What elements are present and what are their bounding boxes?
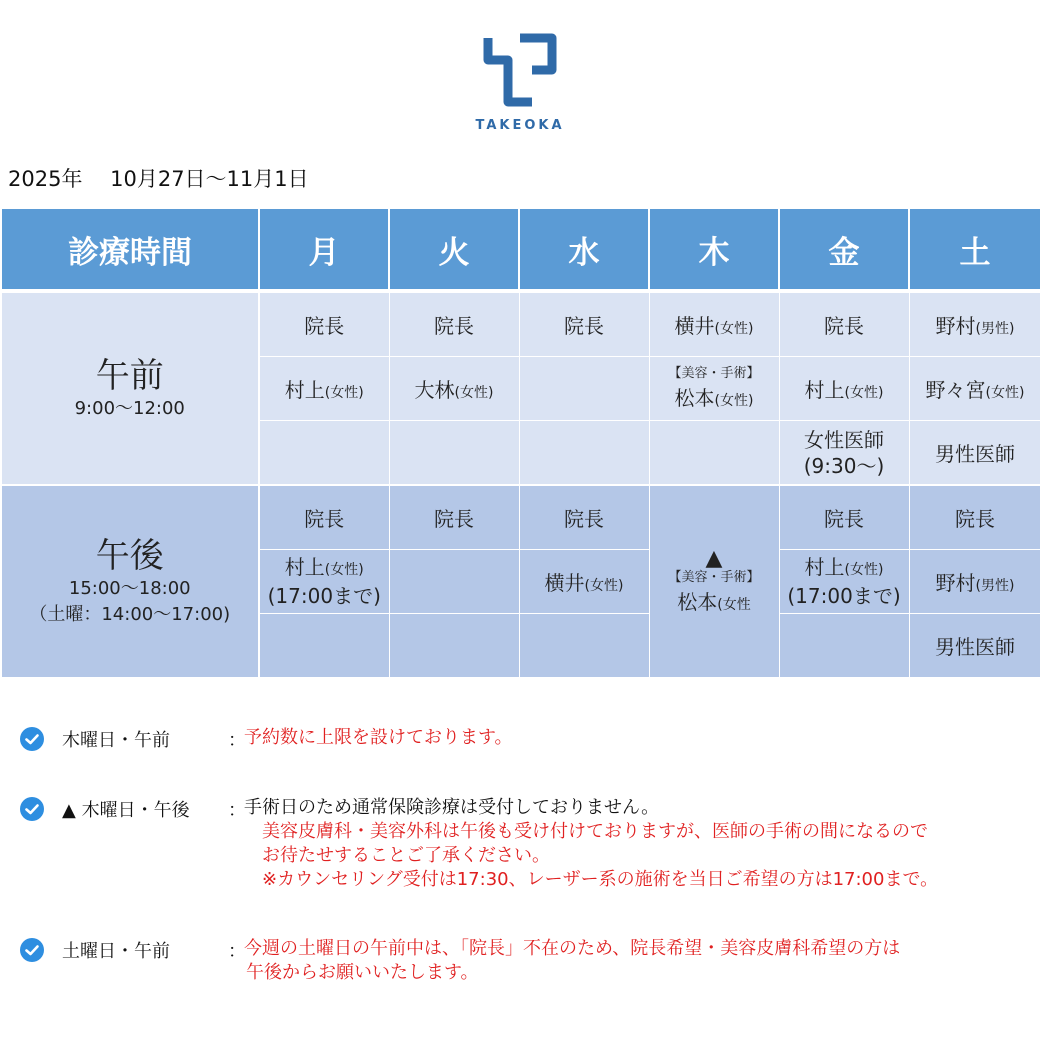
am-sat-3: 男性医師	[909, 421, 1040, 486]
am-thu-1: 横井(女性)	[649, 291, 779, 357]
pm-slot-label	[1, 485, 259, 678]
header-mon: 月	[259, 209, 389, 292]
pm-mon-3	[259, 614, 389, 678]
check-circle-icon	[20, 727, 44, 751]
note-text: 予約数に上限を設けております。	[244, 727, 513, 748]
pm-row-1	[1, 485, 1040, 550]
am-fri-3: 女性医師 (9:30～)	[779, 421, 909, 486]
pm-wed-2: 横井(女性)	[519, 550, 649, 614]
week-range: 2025年 10月27日～11月1日	[8, 167, 309, 191]
check-circle-icon	[20, 797, 44, 821]
am-mon-3	[259, 421, 389, 486]
pm-fri-3	[779, 614, 909, 678]
am-thu-2: 【美容・手術】 松本(女性)	[649, 357, 779, 421]
pm-sat-hours: （土曜：14:00～17:00)	[29, 603, 231, 625]
check-circle-icon	[20, 938, 44, 962]
header-wed: 水	[519, 209, 649, 292]
note-text: 手術日のため通常保険診療は受付しておりません。 美容皮膚科・美容外科は午後も受け付けておりますが、医師の手術の間になるので お待たせすることご了承ください。 ※カウンセリング受付は17:30、レーザー系の施術を当日ご希望の方は17:00まで。	[244, 797, 939, 890]
am-tue-1: 院長	[389, 291, 519, 357]
am-wed-3	[519, 421, 649, 486]
am-wed-1: 院長	[519, 291, 649, 357]
pm-tue-2	[389, 550, 519, 614]
note-label: 木曜日・午前	[62, 730, 170, 751]
pm-label: 午後	[95, 535, 164, 576]
pm-mon-2: 村上(女性) (17:00まで)	[259, 550, 389, 614]
schedule-table	[0, 208, 1040, 678]
am-label: 午前	[95, 355, 164, 396]
note-text: 今週の土曜日の午前中は、「院長」不在のため、院長希望・美容皮膚科希望の方は 午後からお願いいたします。	[244, 938, 901, 983]
pm-thu: ▲ 【美容・手術】 松本(女性	[649, 485, 779, 678]
am-sat-2: 野々宮(女性)	[909, 357, 1040, 421]
pm-sat-2: 野村(男性)	[909, 550, 1040, 614]
header-thu: 木	[649, 209, 779, 292]
am-hours: 9:00～12:00	[74, 397, 185, 419]
header-sat: 土	[909, 209, 1040, 292]
am-tue-2: 大林(女性)	[389, 357, 519, 421]
am-slot-label	[1, 291, 259, 485]
note-label: ▲ 木曜日・午後	[62, 800, 190, 821]
am-tue-3	[389, 421, 519, 486]
takeoka-logo-icon	[480, 30, 560, 110]
am-fri-1: 院長	[779, 291, 909, 357]
triangle-mark: ▲	[705, 546, 723, 571]
pm-tue-3	[389, 614, 519, 678]
brand-name: TAKEOKA	[475, 118, 565, 133]
am-wed-2	[519, 357, 649, 421]
pm-sat-1: 院長	[909, 485, 1040, 550]
header-tue: 火	[389, 209, 519, 292]
header-hours: 診療時間	[1, 209, 259, 292]
am-sat-1: 野村(男性)	[909, 291, 1040, 357]
pm-hours: 15:00～18:00	[68, 577, 191, 599]
header-fri: 金	[779, 209, 909, 292]
brand-logo	[470, 30, 570, 133]
am-row-1	[1, 291, 1040, 357]
am-thu-3	[649, 421, 779, 486]
am-mon-1: 院長	[259, 291, 389, 357]
note-label: 土曜日・午前	[62, 941, 170, 962]
pm-mon-1: 院長	[259, 485, 389, 550]
surgery-tag: 【美容・手術】	[668, 366, 760, 381]
pm-fri-2: 村上(女性) (17:00まで)	[779, 550, 909, 614]
pm-wed-3	[519, 614, 649, 678]
am-fri-2: 村上(女性)	[779, 357, 909, 421]
surgery-tag: 【美容・手術】	[668, 570, 760, 585]
pm-wed-1: 院長	[519, 485, 649, 550]
pm-sat-3: 男性医師	[909, 614, 1040, 678]
pm-tue-1: 院長	[389, 485, 519, 550]
pm-fri-1: 院長	[779, 485, 909, 550]
am-mon-2: 村上(女性)	[259, 357, 389, 421]
header-row	[1, 209, 1040, 292]
